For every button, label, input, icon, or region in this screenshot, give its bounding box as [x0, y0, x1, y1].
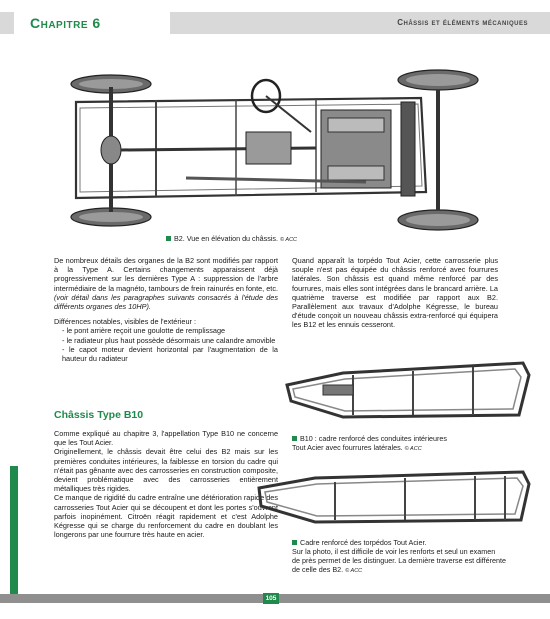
- paragraph-b2-details-text: De nombreux détails des organes de la B2 sont modifiés par rapport à la Type A. Certains changements apparaissent déjà progressivement sur les dernières Type A : suppression de l'arbre intermédiaire de la magnéto, tambours de frein rainurés en fonte, etc.: [54, 256, 278, 293]
- right-column-text: [292, 256, 498, 336]
- paragraph-b10-intro: Comme expliqué au chapitre 3, l'appellation Type B10 ne concerne que les Tout Acier.: [54, 429, 278, 448]
- caption-line: [292, 443, 522, 454]
- caption-line: [292, 565, 532, 576]
- side-accent-bar: [10, 466, 18, 596]
- list-item: - le radiateur plus haut possède désormais une calandre amovible: [62, 335, 276, 345]
- caption-credit: © ACC: [280, 237, 298, 243]
- caption-line-text: Tout Acier avec fourrures latérales.: [292, 443, 403, 452]
- caption-line-text: B10 : cadre renforcé des conduites intérieures: [300, 434, 448, 443]
- caption-text: B2. Vue en élévation du châssis.: [174, 234, 279, 243]
- caption-line-text: de celle des B2.: [292, 565, 344, 574]
- caption-chassis-elevation: [166, 234, 297, 245]
- chassis-elevation-illustration: [66, 62, 486, 234]
- torpedo-frame-illustration: [255, 458, 535, 534]
- caption-torpedo-frame: [292, 538, 532, 576]
- paragraph-b10-rigidity: Ce manque de rigidité du cadre entraîne une détérioration rapide des carrosseries Tout Acier qui se découpent et dont les portes s'ouvrent parfois inopinément. Citroën réagit rapidement et c'est Adolphe Kégresse qui se charge du renforcement du cadre en doublant les longerons par une fourrure très haute en acier.: [54, 493, 278, 540]
- caption-credit: © ACC: [345, 568, 363, 574]
- differences-list: [54, 326, 278, 363]
- page-number: 105: [263, 593, 279, 604]
- caption-marker-icon: [292, 436, 297, 441]
- caption-line: de près permet de les distinguer. La dernière traverse est différente: [292, 556, 507, 565]
- caption-b10-frame: [292, 434, 522, 454]
- b10-frame-illustration: [283, 355, 533, 427]
- caption-line: [292, 434, 522, 443]
- paragraph-b10-origin: Originellement, le châssis devait être celui des B2 mais sur les premières conduites intérieures, la faiblesse en torsion du cadre qui n'était pas gênante avec des carrosseries en construction composite, devient problématique avec des carrosseries entièrement métalliques très rigides.: [54, 447, 278, 494]
- paragraph-torpedo: Quand apparaît la torpédo Tout Acier, cette carrosserie plus souple n'est pas équipée du châssis renforcé avec fourrures latérales. Son châssis est quand même renforcé par des fourrures, mais elles sont intégrées dans le brancard arrière. La quatrième traverse est modifiée par rapport aux B2. Parallèlement aux travaux d'Adolphe Kégresse, le bureau d'étude conçoit un nouveau châssis extra-renforcé qui équipera les B12 et les ennuis cesseront.: [292, 256, 498, 330]
- left-column-b10-text: [54, 429, 278, 539]
- caption-line-text: Cadre renforcé des torpédos Tout Acier.: [300, 538, 427, 547]
- caption-marker-icon: [292, 540, 297, 545]
- caption-line: [292, 538, 532, 547]
- caption-credit: © ACC: [404, 446, 422, 452]
- caption-marker-icon: [166, 236, 171, 241]
- list-item: - le capot moteur devient horizontal par l'augmentation de la hauteur du radiateur: [62, 344, 278, 364]
- paragraph-b2-details-italic: (voir détail dans les paragraphes suivants consacrés à l'étude des différents organes des 10HP).: [54, 292, 278, 312]
- left-column-text: [54, 256, 278, 363]
- paragraph-differences: Différences notables, visibles de l'extérieur :: [54, 317, 196, 327]
- list-item: - le pont arrière reçoit une goulotte de remplissage: [62, 326, 226, 336]
- subheading-chassis-b10: Châssis Type B10: [54, 409, 144, 421]
- paragraph-b2-details: [54, 256, 278, 311]
- section-title: Châssis et éléments mécaniques: [397, 18, 528, 27]
- caption-line: Sur la photo, il est difficile de voir les renforts et seul un examen: [292, 547, 496, 556]
- chapter-title: Chapitre 6: [30, 15, 101, 31]
